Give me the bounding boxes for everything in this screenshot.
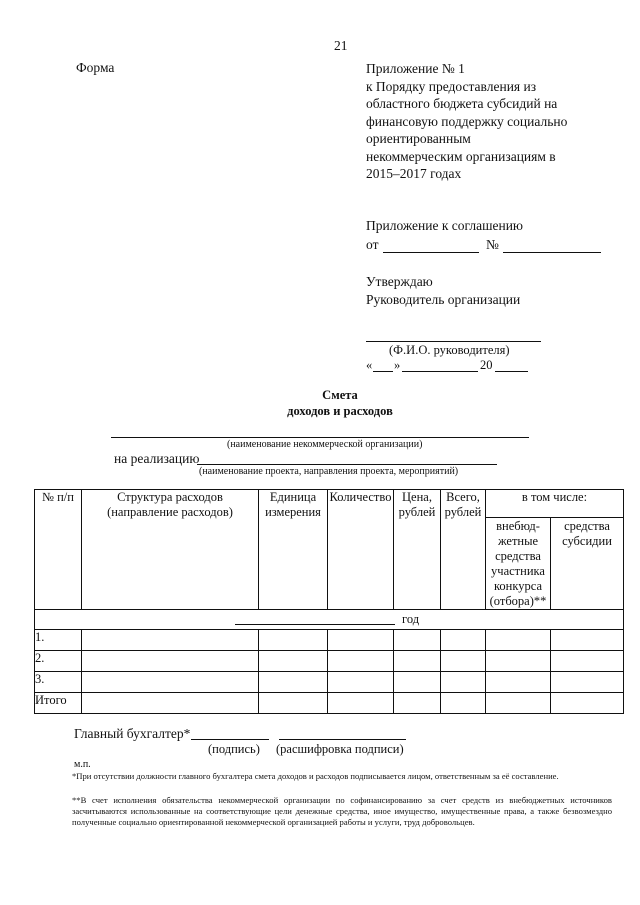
year-line bbox=[235, 624, 395, 625]
date-day-line bbox=[373, 371, 393, 372]
header-structure-l1: Структура расходов bbox=[117, 490, 223, 504]
accountant-signature-caption: (подпись) bbox=[208, 742, 260, 756]
form-label: Форма bbox=[76, 60, 115, 75]
header-subsidy-l1: средства bbox=[564, 519, 610, 533]
table-row bbox=[35, 651, 624, 672]
fio-signature-line bbox=[366, 341, 541, 342]
table-cell bbox=[394, 693, 441, 714]
table-cell bbox=[551, 651, 624, 672]
header-price bbox=[394, 490, 441, 610]
header-including: в том числе: bbox=[486, 490, 624, 518]
header-qty: Количество bbox=[328, 490, 394, 610]
header-offbudget-l1: внебюд- bbox=[496, 519, 540, 533]
fio-caption: (Ф.И.О. руководителя) bbox=[389, 343, 510, 357]
approve-line2: Руководитель организации bbox=[366, 292, 521, 307]
year-row bbox=[35, 610, 624, 630]
accountant-label: Главный бухгалтер* bbox=[74, 726, 191, 741]
table-cell bbox=[394, 630, 441, 651]
year-label: год bbox=[402, 611, 420, 626]
header-offbudget bbox=[486, 518, 551, 610]
row-number: 1. bbox=[35, 630, 82, 651]
agreement-number-line bbox=[503, 252, 601, 253]
total-row bbox=[35, 693, 624, 714]
header-price-l2: рублей bbox=[398, 505, 436, 519]
header-offbudget-l5: конкурса bbox=[493, 579, 543, 593]
header-structure bbox=[82, 490, 259, 610]
org-caption: (наименование некоммерческой организации) bbox=[227, 439, 423, 450]
project-name-line bbox=[197, 464, 497, 465]
table-cell bbox=[259, 651, 328, 672]
agreement-date-line bbox=[383, 252, 479, 253]
total-label: Итого bbox=[35, 693, 82, 714]
appendix-line: ориентированным bbox=[366, 131, 471, 146]
agreement-number-label: № bbox=[486, 237, 499, 252]
date-open-quote: « bbox=[366, 358, 373, 372]
appendix-title: Приложение № 1 bbox=[366, 61, 465, 76]
footnote-2: **В счет исполнения обязательства некоммерческой организации по софинансированию за счет средств из внебюджетных источников засчитываются использованные на соответствующие цели денежные средства, иное имущество, имущественные права, а также безвозмездно полученные социально ориентированной некоммерческой организацией работы и услуги, труд добровольцев. bbox=[72, 795, 612, 827]
header-unit bbox=[259, 490, 328, 610]
appendix-line: к Порядку предоставления из bbox=[366, 78, 537, 94]
realization-label: на реализацию bbox=[114, 451, 200, 466]
table-cell bbox=[259, 630, 328, 651]
estimate-table bbox=[34, 489, 624, 714]
header-offbudget-l6: (отбора)** bbox=[489, 594, 547, 608]
table-cell bbox=[441, 672, 486, 693]
header-total-l2: рублей bbox=[444, 505, 482, 519]
row-number: 3. bbox=[35, 672, 82, 693]
table-cell bbox=[394, 672, 441, 693]
table-cell bbox=[328, 693, 394, 714]
date-month-line bbox=[402, 371, 478, 372]
header-offbudget-l3: средства bbox=[495, 549, 541, 563]
table-cell bbox=[328, 630, 394, 651]
table-cell bbox=[486, 672, 551, 693]
table-cell bbox=[82, 630, 259, 651]
date-year-prefix: 20 bbox=[480, 358, 493, 372]
appendix-line: 2015–2017 годах bbox=[366, 166, 462, 181]
table-row bbox=[35, 630, 624, 651]
table-cell bbox=[441, 651, 486, 672]
appendix-line: некоммерческим организациям в bbox=[366, 148, 556, 164]
project-caption: (наименование проекта, направления проекта, мероприятий) bbox=[199, 466, 459, 477]
approve-line1: Утверждаю bbox=[366, 274, 433, 289]
table-cell bbox=[259, 693, 328, 714]
agreement-from-label: от bbox=[366, 237, 379, 252]
estimate-subtitle: доходов и расходов bbox=[287, 404, 393, 418]
table-cell bbox=[486, 693, 551, 714]
table-cell bbox=[486, 651, 551, 672]
header-subsidy-l2: субсидии bbox=[562, 534, 612, 548]
table-cell bbox=[394, 651, 441, 672]
table-row bbox=[35, 672, 624, 693]
table-cell bbox=[82, 672, 259, 693]
table-cell bbox=[441, 630, 486, 651]
estimate-title: Смета bbox=[322, 388, 358, 402]
table-cell bbox=[82, 693, 259, 714]
appendix-line: областного бюджета субсидий на bbox=[366, 96, 558, 111]
date-year-line bbox=[495, 371, 528, 372]
date-close-quote: » bbox=[394, 358, 401, 372]
table-cell bbox=[328, 651, 394, 672]
accountant-signature-line bbox=[191, 739, 269, 740]
header-offbudget-l2: жетные bbox=[497, 534, 539, 548]
table-cell bbox=[551, 630, 624, 651]
stamp-label: м.п. bbox=[74, 759, 91, 770]
header-price-l1: Цена, bbox=[402, 490, 432, 504]
row-number: 2. bbox=[35, 651, 82, 672]
table-cell bbox=[486, 630, 551, 651]
table-cell bbox=[441, 693, 486, 714]
header-structure-l2: (направление расходов) bbox=[107, 505, 233, 519]
table-cell bbox=[551, 672, 624, 693]
table-cell bbox=[259, 672, 328, 693]
accountant-decoding-caption: (расшифровка подписи) bbox=[276, 742, 404, 756]
header-total-l1: Всего, bbox=[446, 490, 480, 504]
header-subsidy bbox=[551, 518, 624, 610]
org-name-line bbox=[111, 437, 529, 438]
page-number: 21 bbox=[334, 38, 348, 53]
header-offbudget-l4: участника bbox=[491, 564, 545, 578]
appendix-line: финансовую поддержку социально bbox=[366, 113, 568, 129]
footnote-1: *При отсутствии должности главного бухгалтера смета доходов и расходов подписывается лицом, ответственным за её составление. bbox=[72, 771, 559, 781]
table-cell bbox=[82, 651, 259, 672]
header-unit-l1: Единица bbox=[269, 490, 317, 504]
accountant-decoding-line bbox=[279, 739, 406, 740]
table-cell bbox=[328, 672, 394, 693]
header-unit-l2: измерения bbox=[265, 505, 321, 519]
header-num: № п/п bbox=[35, 490, 82, 610]
appendix-block bbox=[366, 60, 567, 183]
agreement-title: Приложение к соглашению bbox=[366, 218, 524, 233]
header-total bbox=[441, 490, 486, 610]
table-cell bbox=[551, 693, 624, 714]
